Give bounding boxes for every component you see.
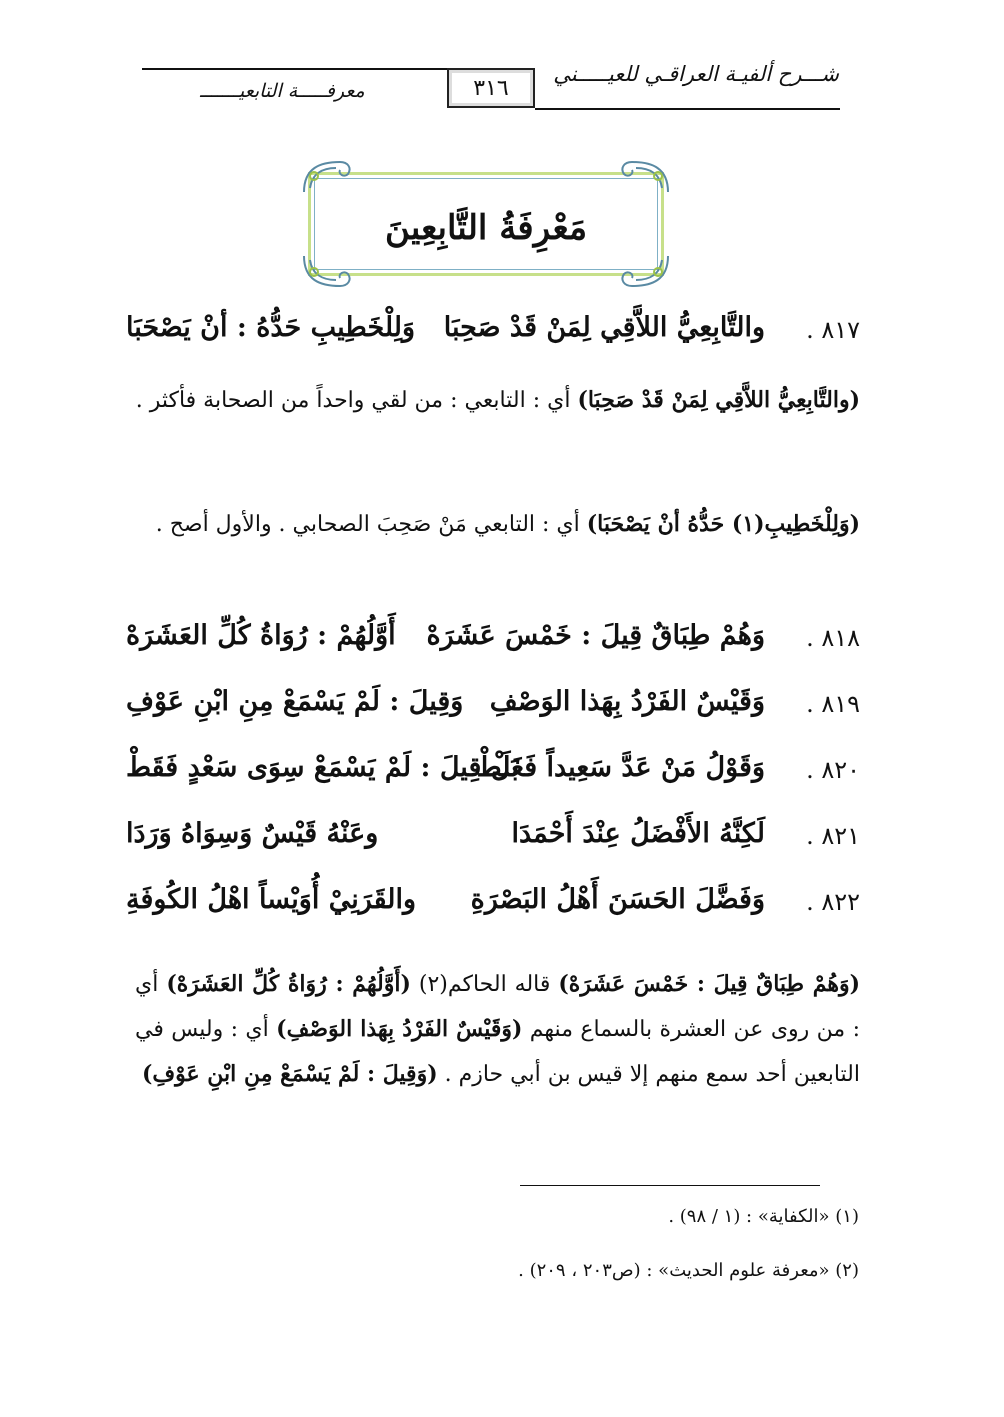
verse-first-hemistich: والتَّابِعِيُّ اللاَّقِي لِمَنْ قَدْ صَحِبَا [443, 312, 765, 343]
verse-first-hemistich: وَفَضَّلَ الحَسَنَ أَهْلُ البَصْرَةِ [470, 884, 765, 915]
ornament-corner-icon [300, 252, 358, 290]
quoted-verse: (وَلِلْخَطِيبِ(١) حَدُّهُ أنْ يَصْحَبَا) [586, 511, 860, 537]
verse-second-hemistich: أَوَّلُهُمْ : رُوَاةُ كُلِّ العَشَرَهْ [126, 620, 396, 651]
verse-second-hemistich: بَلْ قِيلَ : لَمْ يَسْمَعْ سِوَى سَعْدٍ فَقَطْ [126, 752, 519, 783]
verse-line [120, 818, 860, 862]
verse-line [120, 312, 860, 356]
commentary-paragraph [135, 378, 860, 423]
commentary-paragraph [135, 962, 860, 1097]
page-number: ٣١٦ [447, 68, 535, 108]
footnote-2: (٢) «معرفة علوم الحديث» : (ص٢٠٣ ، ٢٠٩) . [518, 1260, 859, 1281]
quoted-verse: (والتَّابِعِيُّ اللاَّقِي لِمَنْ قَدْ صَحِبَا) [577, 387, 860, 413]
verse-number: ٨١٩ . [806, 690, 860, 718]
commentary-text: أي : التابعي مَنْ صَحِبَ الصحابي . والأول أصح . [155, 512, 587, 537]
verse-first-hemistich: لَكِنَّهُ الأَفْضَلُ عِنْدَ أَحْمَدَا [511, 818, 765, 849]
running-chapter-title: معرفـــــة التابعيـــــــ [200, 80, 365, 102]
ornament-corner-icon [300, 158, 358, 196]
verse-line [120, 620, 860, 664]
section-title: مَعْرِفَةُ التَّابِعِينَ [384, 208, 588, 248]
header-rule-left [142, 68, 448, 70]
ornament-corner-icon [614, 158, 672, 196]
verse-first-hemistich: وَقَوْلُ مَنْ عَدَّ سَعِيداً فَغَلَطْ [476, 752, 765, 783]
verse-number: ٨٢٢ . [806, 888, 860, 916]
verse-second-hemistich: وعَنْهُ قَيْسٌ وَسِوَاهُ وَرَدَا [126, 818, 379, 849]
quoted-verse: (وَهُمْ طِبَاقٌ قِيلَ : خَمْسَ عَشَرَهْ) [558, 971, 861, 997]
verse-line [120, 686, 860, 730]
quoted-verse: (أَوَّلُهُمْ : رُوَاةُ كُلِّ العَشَرَهْ) [166, 971, 411, 997]
verse-number: ٨١٨ . [806, 624, 860, 652]
verse-first-hemistich: وَقَيْسٌ الفَرْدُ بِهَذا الوَصْفِ [489, 686, 765, 717]
commentary-text: قاله الحاكم(٢) [410, 972, 559, 997]
verse-second-hemistich: وَلِلْخَطِيبِ حَدُّهُ : أنْ يَصْحَبَا [126, 312, 416, 343]
verse-number: ٨١٧ . [806, 316, 860, 344]
footnote-separator [520, 1185, 820, 1186]
verse-line [120, 884, 860, 928]
header-rule-right [535, 108, 840, 110]
quoted-verse: (وَقِيلَ : لَمْ يَسْمَعْ مِنِ ابْنِ عَوْفِ) [141, 1061, 438, 1087]
commentary-paragraph [135, 502, 860, 547]
ornament-corner-icon [614, 252, 672, 290]
title-ornament-frame [300, 158, 672, 290]
footnote-1: (١) «الكفاية» : (١ / ٩٨) . [668, 1206, 859, 1227]
commentary-text: أي : التابعي : من لقي واحداً من الصحابة فأكثر . [135, 388, 578, 413]
verse-line [120, 752, 860, 796]
commentary-text: أي : وليس في التابعين أحد سمع منهم إلا قيس بن أبي حازم . [135, 1017, 860, 1087]
verse-first-hemistich: وَهُمْ طِبَاقٌ قِيلَ : خَمْسَ عَشَرَهْ [426, 620, 765, 651]
running-book-title: شـــرح ألفيـة العراقـي للعيـــــني [553, 62, 839, 86]
verse-second-hemistich: وَقِيلَ : لَمْ يَسْمَعْ مِنِ ابْنِ عَوْفِ [126, 686, 464, 717]
verse-second-hemistich: والقَرَنِيْ أُوَيْساً اهْلُ الكُوفَةِ [126, 884, 417, 915]
commentary-text: أي : من روى عن العشرة بالسماع منهم [135, 972, 860, 1042]
verse-number: ٨٢٠ . [806, 756, 860, 784]
verse-number: ٨٢١ . [806, 822, 860, 850]
quoted-verse: (وَقَيْسٌ الفَرْدُ بِهَذا الوَصْفِ) [276, 1016, 523, 1042]
